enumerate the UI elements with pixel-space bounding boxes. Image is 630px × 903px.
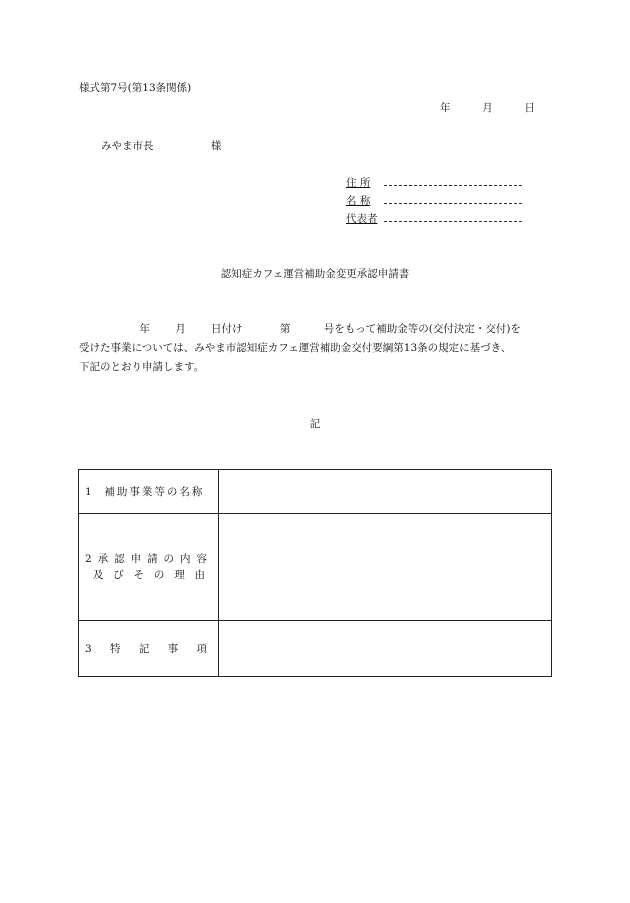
label-char: そ (133, 569, 145, 581)
row3-value[interactable] (219, 621, 552, 677)
row3-label-line (85, 641, 207, 657)
addressee-honorific: 様 (210, 140, 222, 152)
label-char: 容 (196, 553, 207, 565)
label-char: 承 (97, 553, 109, 565)
items-table (78, 469, 552, 677)
label-char: 請 (147, 553, 158, 565)
address-label: 住 所 (346, 177, 371, 189)
name-label: 名 称 (346, 195, 371, 207)
applicant-name-row (346, 192, 522, 210)
label-char: 申 (130, 553, 142, 565)
body-year: 年 (139, 323, 150, 335)
body-go: 号をもって補助金等の(交付決定・交付)を (323, 323, 521, 335)
form-number: 様式第7号(第13条関係) (79, 82, 192, 94)
representative-label: 代表者 (346, 213, 378, 225)
date-day: 日 (524, 102, 535, 114)
body-month: 月 (175, 323, 186, 335)
body-line-3: 下記のとおり申請します。 (79, 361, 205, 373)
label-char: 内 (180, 553, 191, 565)
body-text (79, 320, 521, 377)
address-field[interactable] (384, 174, 522, 186)
row2-label (79, 514, 219, 621)
body-line-2: 受けた事業については、みやま市認知症カフェ運営補助金交付要綱第13条の規定に基づき、 (79, 342, 512, 354)
label-char: 事 (167, 642, 179, 655)
label-char: の (153, 569, 165, 581)
ki-heading: 記 (309, 418, 321, 430)
applicant-block (346, 174, 522, 228)
table-row (79, 514, 552, 621)
body-dai: 第 (279, 323, 291, 335)
row2-label-line1 (85, 551, 207, 567)
row3-number: 3 (85, 642, 92, 655)
date-year: 年 (440, 102, 451, 114)
addressee (101, 138, 221, 153)
table-row (79, 621, 552, 677)
date-line (440, 100, 535, 115)
row1-number: 1 (85, 485, 94, 498)
row1-label (79, 470, 219, 514)
row1-value[interactable] (219, 470, 552, 514)
label-char: 項 (196, 642, 207, 655)
label-char: 及 (93, 569, 104, 581)
row3-label (79, 621, 219, 677)
label-char: び (113, 569, 124, 581)
label-char: の (163, 553, 175, 565)
body-day: 日付け (211, 323, 243, 335)
name-field[interactable] (384, 192, 522, 204)
row2-label-line2 (93, 567, 205, 583)
representative-field[interactable] (384, 210, 522, 222)
table-row (79, 470, 552, 514)
addressee-name: みやま市長 (101, 140, 154, 152)
label-char: 記 (138, 642, 150, 655)
row1-label-text: 補助事業等の名称 (104, 485, 205, 498)
row2-number: 2 (85, 553, 92, 565)
row2-value[interactable] (219, 514, 552, 621)
label-char: 認 (114, 553, 125, 565)
document-title: 認知症カフェ運営補助金変更承認申請書 (220, 268, 410, 280)
label-char: 理 (174, 569, 185, 581)
label-char: 由 (194, 569, 205, 581)
applicant-representative-row (346, 210, 522, 228)
label-char: 特 (110, 642, 121, 655)
date-month: 月 (482, 102, 493, 114)
applicant-address-row (346, 174, 522, 192)
body-line-1 (79, 320, 521, 339)
